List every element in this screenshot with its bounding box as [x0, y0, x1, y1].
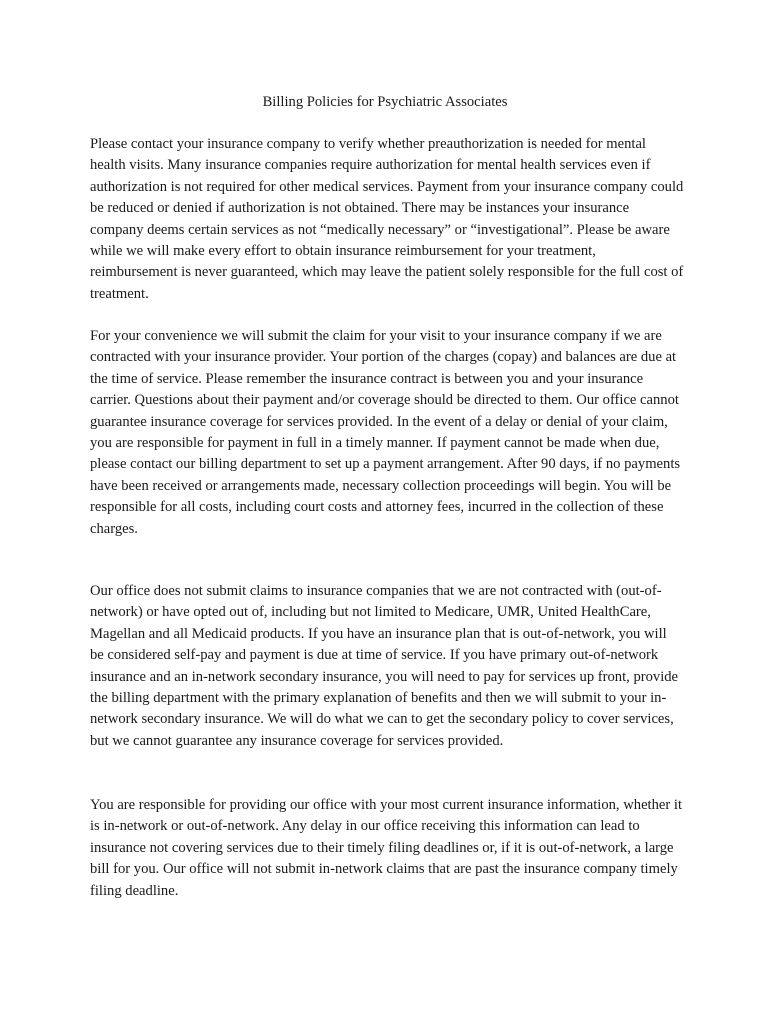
- paragraph-preauthorization: Please contact your insurance company to verify whether preauthorization is needed for mental health visits. Many insurance companies require authorization for mental health services even if authorization is not required for other medical services. Payment from your insurance company could be reduced or denied if authorization is not obtained. There may be instances your insurance company deems certain services as not “medically necessary” or “investigational”. Please be aware while we will make every effort to obtain insurance reimbursement for your treatment, reimbursement is never guaranteed, which may leave the patient solely responsible for the full cost of treatment.: [90, 136, 684, 302]
- paragraph-current-insurance: You are responsible for providing our office with your most current insurance information, whether it is in-network or out-of-network. Any delay in our office receiving this information can lead to insurance not covering services due to their timely filing deadlines or, if it is out-of-network, a large bill for you. Our office will not submit in-network claims that are past the insurance company timely filing deadline.: [90, 797, 682, 899]
- paragraph-out-of-network: Our office does not submit claims to insurance companies that we are not contracted with (out-of-network) or have opted out of, including but not limited to Medicare, UMR, United HealthCare, Magellan and all Medicaid products. If you have an insurance plan that is out-of-network, you will be considered self-pay and payment is due at time of service. If you have primary out-of-network insurance and an in-network secondary insurance, you will need to pay for services up front, provide the billing department with the primary explanation of benefits and then we will submit to your in-network secondary insurance. We will do what we can to get the secondary policy to cover services, but we cannot guarantee any insurance coverage for services provided.: [90, 583, 679, 749]
- paragraph-claim-submission: For your convenience we will submit the claim for your visit to your insurance company if we are contracted with your insurance provider. Your portion of the charges (copay) and balances are due at the time of service. Please remember the insurance contract is between you and your insurance carrier. Questions about their payment and/or coverage should be directed to them. Our office cannot guarantee insurance coverage for services provided. In the event of a delay or denial of your claim, you are responsible for payment in full in a timely manner. If payment cannot be made when due, please contact our billing department to set up a payment arrangement. After 90 days, if no payments have been received or arrangements made, necessary collection proceedings will begin. You will be responsible for all costs, including court costs and attorney fees, incurred in the collection of these charges.: [90, 328, 681, 537]
- document-title: Billing Policies for Psychiatric Associates: [262, 94, 508, 110]
